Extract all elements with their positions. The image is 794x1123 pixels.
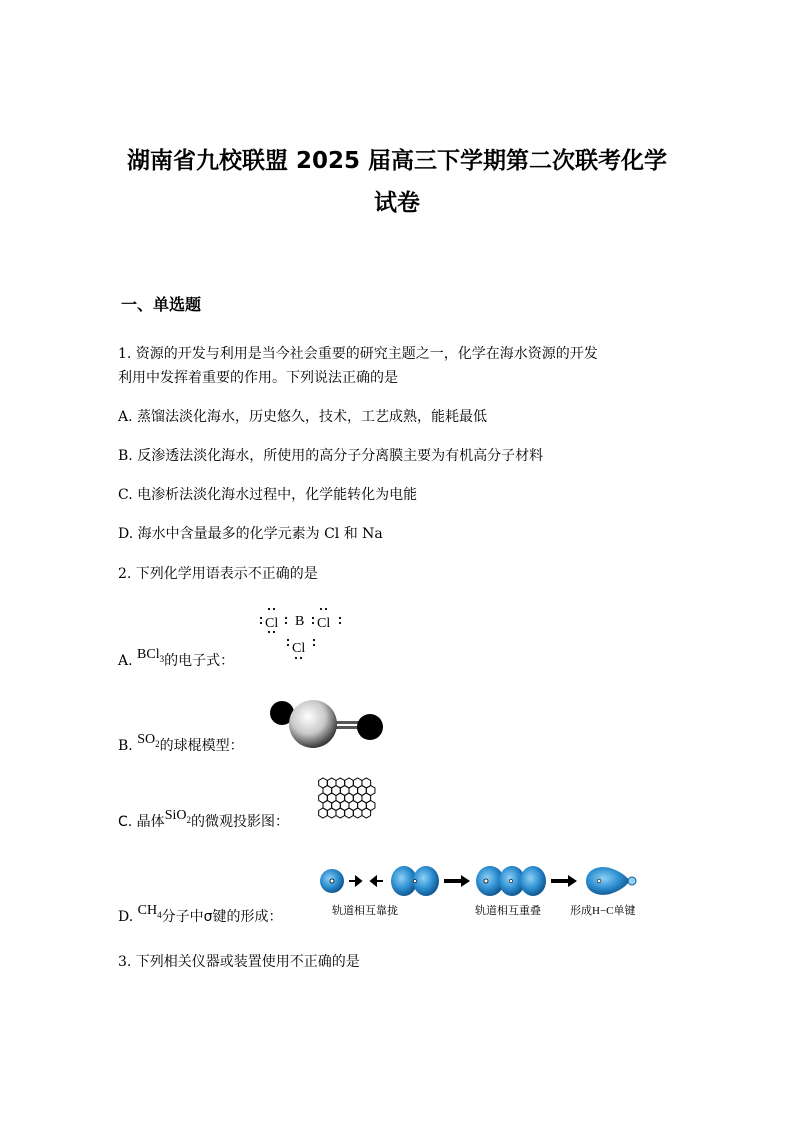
- lattice-hexagon: [362, 808, 371, 818]
- option-prefix: C. 晶体: [118, 814, 165, 830]
- lattice-hexagon: [353, 808, 362, 818]
- option-text: 的球棍模型：: [159, 738, 244, 754]
- title-line-1: 湖南省九校联盟 2025 届高三下学期第二次联考化学: [126, 148, 668, 174]
- arrow-icon: [444, 875, 470, 887]
- hydrogen-orbital: [628, 877, 636, 885]
- hexagon-lattice-projection: [318, 778, 378, 828]
- option-letter: B.: [118, 738, 138, 754]
- formula-bcl3: BCl$_3$: [137, 647, 165, 664]
- sulfur-atom: [289, 700, 337, 748]
- q3-stem: 3. 下列相关仪器或装置使用不正确的是: [118, 954, 360, 970]
- formula-ch4: $CH_4$: [137, 903, 162, 920]
- sigma-bond-orbital: [586, 867, 630, 895]
- title-line-2: 试卷: [374, 190, 420, 216]
- ball-and-stick-model: [268, 698, 388, 754]
- oxygen-atom-right: [357, 714, 383, 740]
- q2-option-a: [118, 647, 235, 671]
- option-text: 的微观投影图：: [190, 814, 289, 830]
- option-text: 的电子式：: [164, 653, 235, 669]
- lattice-hexagon: [336, 808, 345, 818]
- q2-option-d: [118, 903, 283, 927]
- q2-stem: 2. 下列化学用语表示不正确的是: [118, 566, 318, 582]
- atom-cl-left: Cl: [265, 616, 279, 631]
- q1-option-b: B. 反渗透法淡化海水，所使用的高分子分离膜主要为有机高分子材料: [118, 448, 544, 464]
- arrow-right-icon: [349, 877, 361, 885]
- caption-overlap: 轨道相互重叠: [475, 905, 541, 917]
- q2-option-c: [118, 808, 289, 832]
- option-text: 分子中σ键的形成：: [161, 909, 283, 925]
- arrow-icon: [551, 875, 577, 887]
- lattice-hexagon: [345, 808, 354, 818]
- overlap-orbital: [520, 866, 546, 896]
- option-letter: D.: [118, 909, 138, 925]
- sigma-bond-formation-diagram: [318, 862, 648, 922]
- lattice-hexagon: [319, 808, 328, 818]
- q1-stem-line-1: 1. 资源的开发与利用是当今社会重要的研究主题之一，化学在海水资源的开发: [118, 346, 598, 362]
- caption-approach: 轨道相互靠拢: [332, 905, 398, 917]
- q1-option-c: C. 电渗析法淡化海水过程中，化学能转化为电能: [118, 487, 418, 503]
- q1-option-d: D. 海水中含量最多的化学元素为 Cl 和 Na: [118, 526, 383, 542]
- atom-b: B: [295, 614, 305, 629]
- q1-stem-line-2: 利用中发挥着重要的作用。下列说法正确的是: [118, 370, 398, 386]
- page-title: [0, 140, 794, 224]
- atom-cl-bottom: Cl: [292, 641, 306, 656]
- atom-cl-right: Cl: [317, 616, 331, 631]
- q1-option-a: A. 蒸馏法淡化海水，历史悠久，技术，工艺成熟，能耗最低: [118, 409, 488, 425]
- formula-so2: $SO_2$: [137, 732, 160, 749]
- option-letter: A.: [118, 653, 138, 669]
- arrow-left-icon: [371, 877, 383, 885]
- q2-option-b: [118, 732, 244, 756]
- lattice-hexagon: [327, 808, 336, 818]
- section-heading: 一、单选题: [121, 295, 202, 314]
- electron-dot-diagram: [258, 603, 348, 663]
- caption-single-bond: 形成H−C单键: [570, 905, 636, 917]
- formula-sio2: SiO$_2$: [164, 808, 191, 825]
